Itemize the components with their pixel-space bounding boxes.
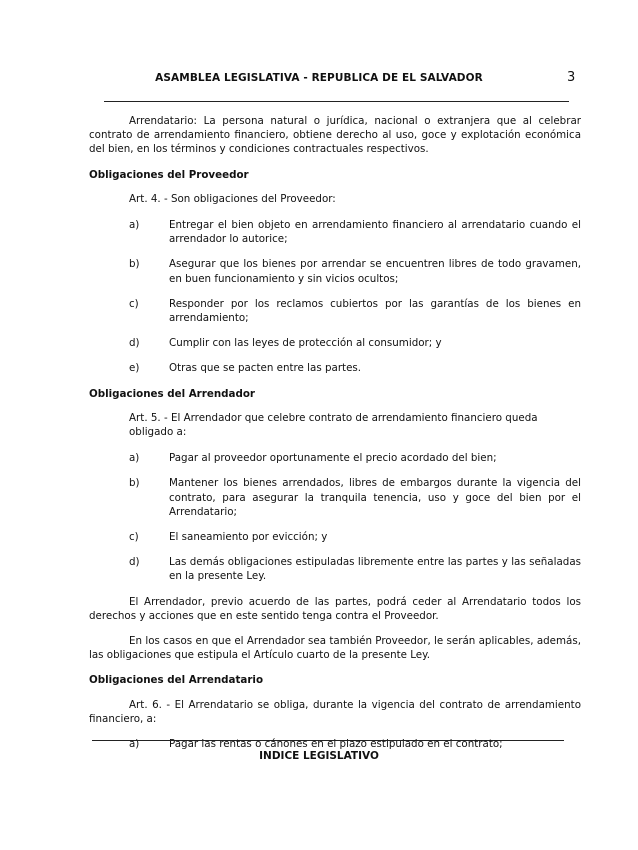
header-rule	[104, 101, 569, 102]
list-item-label: d)	[129, 337, 140, 350]
article-4: Art. 4. - Son obligaciones del Proveedor:	[129, 192, 336, 205]
list-item-text: El saneamiento por evicción; y	[169, 531, 328, 544]
list-item	[89, 257, 581, 285]
list-item-label: a)	[129, 452, 140, 465]
list-item	[89, 361, 581, 375]
list-item-text: Las demás obligaciones estipuladas libremente entre las partes y las señaladas en la presente Ley.	[169, 556, 581, 583]
list-item-label: e)	[129, 362, 140, 375]
list-item-text: Asegurar que los bienes por arrendar se encuentren libres de todo gravamen, en buen funcionamiento y sin vicios ocultos;	[169, 258, 581, 285]
intro-paragraph: Arrendatario: La persona natural o jurídica, nacional o extranjera que al celebrar contrato de arrendamiento financiero, obtiene derecho al uso, goce y explotación económica del bien, en los términos y condiciones contractuales respectivos.	[89, 115, 581, 156]
footer-title: INDICE LEGISLATIVO	[259, 750, 379, 762]
section-heading-arrendador: Obligaciones del Arrendador	[89, 387, 255, 400]
paragraph-proveedor: En los casos en que el Arrendador sea también Proveedor, le serán aplicables, además, las obligaciones que estipula el Artículo cuarto de la presente Ley.	[89, 635, 581, 662]
list-item-label: d)	[129, 556, 140, 569]
list-item	[89, 530, 581, 544]
article-6: Art. 6. - El Arrendatario se obliga, durante la vigencia del contrato de arrendamiento financiero, a:	[89, 698, 581, 725]
document-body	[89, 114, 581, 762]
list-item	[89, 476, 581, 519]
list-item-label: a)	[129, 738, 140, 751]
list-item	[89, 297, 581, 325]
list-item	[89, 555, 581, 583]
list-item-label: b)	[129, 477, 140, 490]
list-item	[89, 336, 581, 350]
list-item-text: Otras que se pacten entre las partes.	[169, 362, 362, 375]
list-item-text: Cumplir con las leyes de protección al consumidor; y	[169, 337, 442, 350]
section-heading-arrendatario: Obligaciones del Arrendatario	[89, 674, 264, 687]
section-heading-proveedor: Obligaciones del Proveedor	[89, 168, 249, 181]
list-item-text: Pagar al proveedor oportunamente el precio acordado del bien;	[169, 452, 497, 465]
list-item	[89, 451, 581, 465]
list-item-text: Pagar las rentas o cánones en el plazo estipulado en el contrato;	[169, 738, 503, 751]
article-5: Art. 5. - El Arrendador que celebre contrato de arrendamiento financiero queda obligado a:	[129, 411, 538, 439]
list-item-text: Entregar el bien objeto en arrendamiento financiero al arrendatario cuando el arrendador lo autorice;	[169, 219, 581, 246]
header-title: ASAMBLEA LEGISLATIVA - REPUBLICA DE EL SALVADOR	[155, 72, 483, 84]
list-item-text: Responder por los reclamos cubiertos por las garantías de los bienes en arrendamiento;	[169, 297, 581, 325]
paragraph-cesion: El Arrendador, previo acuerdo de las partes, podrá ceder al Arrendatario todos los derechos y acciones que en este sentido tenga contra el Proveedor.	[89, 595, 581, 622]
page-number: 3	[567, 70, 576, 85]
list-item-label: b)	[129, 258, 140, 271]
list-item-text: Mantener los bienes arrendados, libres de embargos durante la vigencia del contrato, para asegurar la tranquila tenencia, uso y goce del bien por el Arrendatario;	[169, 477, 581, 518]
footer-rule	[92, 740, 564, 741]
list-item-label: c)	[129, 531, 139, 544]
list-item-label: c)	[129, 297, 139, 310]
list-item	[89, 218, 581, 246]
list-item-label: a)	[129, 219, 140, 232]
